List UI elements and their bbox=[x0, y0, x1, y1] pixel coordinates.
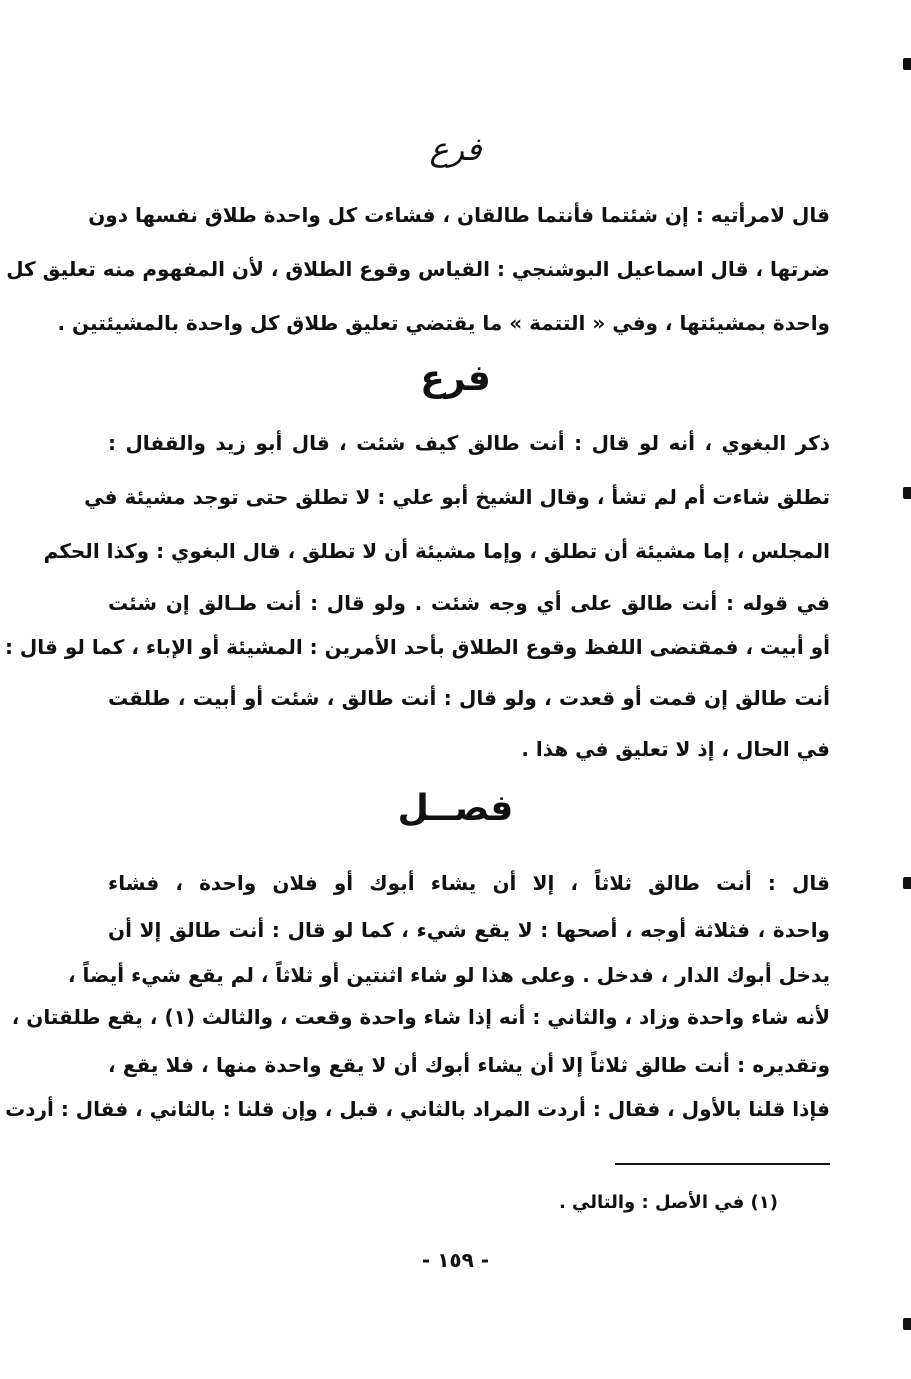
text-line: فإذا قلنا بالأول ، فقال : أردت المراد بالثاني ، قبل ، وإن قلنا : بالثاني ، فقال : أردت bbox=[5, 1097, 830, 1121]
scan-edge-mark bbox=[903, 58, 911, 70]
text-line: أنت طالق إن قمت أو قعدت ، ولو قال : أنت طالق ، شئت أو أبيت ، طلقت bbox=[108, 686, 830, 710]
scan-edge-mark bbox=[903, 487, 911, 499]
scan-edge-mark bbox=[903, 877, 911, 889]
text-line: لأنه شاء واحدة وزاد ، والثاني : أنه إذا شاء واحدة وقعت ، والثالث (١) ، يقع طلقتان ، bbox=[11, 1005, 830, 1029]
text-line: المجلس ، إما مشيئة أن تطلق ، وإما مشيئة أن لا تطلق ، قال البغوي : وكذا الحكم bbox=[43, 539, 830, 563]
page-number: - ١٥٩ - bbox=[421, 1248, 490, 1272]
text-line: في قوله : أنت طالق على أي وجه شئت . ولو قال : أنت طـالق إن شئت bbox=[108, 591, 830, 615]
text-line: ضرتها ، قال اسماعيل البوشنجي : القياس وقوع الطلاق ، لأن المفهوم منه تعليق كل bbox=[6, 257, 830, 281]
text-line: قال لامرأتيه : إن شئتما فأنتما طالقان ، فشاءت كل واحدة طلاق نفسها دون bbox=[88, 203, 830, 227]
footnote: (١) في الأصل : والتالي . bbox=[558, 1192, 778, 1213]
text-line: واحدة ، فثلاثة أوجه ، أصحها : لا يقع شيء ، كما لو قال : أنت طالق إلا أن bbox=[108, 918, 830, 942]
footnote-divider bbox=[615, 1163, 830, 1165]
text-line: وتقديره : أنت طالق ثلاثاً إلا أن يشاء أبوك أن لا يقع واحدة منها ، فلا يقع ، bbox=[108, 1053, 830, 1077]
text-line: تطلق شاءت أم لم تشأ ، وقال الشيخ أبو علي : لا تطلق حتى توجد مشيئة في bbox=[84, 485, 830, 509]
text-line: يدخل أبوك الدار ، فدخل . وعلى هذا لو شاء اثنتين أو ثلاثاً ، لم يقع شيء أيضاً ، bbox=[67, 963, 830, 987]
section-heading-far1: فرع bbox=[429, 130, 482, 168]
section-heading-far2: فرع bbox=[420, 358, 491, 399]
text-line: في الحال ، إذ لا تعليق في هذا . bbox=[521, 737, 830, 761]
text-line: قال : أنت طالق ثلاثاً ، إلا أن يشاء أبوك أو فلان واحدة ، فشاء bbox=[108, 871, 830, 895]
text-line: واحدة بمشيئتها ، وفي « التتمة » ما يقتضي تعليق طلاق كل واحدة بالمشيئتين . bbox=[57, 311, 830, 335]
scan-edge-mark bbox=[903, 1318, 911, 1330]
text-line: أو أبيت ، فمقتضى اللفظ وقوع الطلاق بأحد الأمرين : المشيئة أو الإباء ، كما لو قال : bbox=[4, 635, 830, 659]
text-line: ذكر البغوي ، أنه لو قال : أنت طالق كيف شئت ، قال أبو زيد والقفال : bbox=[108, 431, 830, 455]
section-heading-fasl: فصــل bbox=[397, 788, 514, 829]
